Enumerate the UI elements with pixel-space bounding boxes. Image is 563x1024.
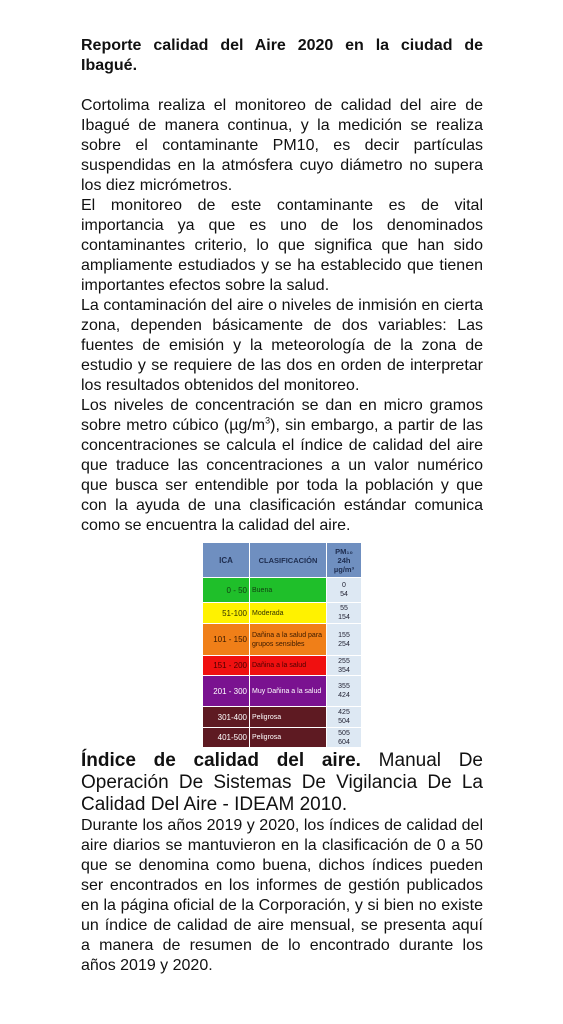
header-pm10-line3: µg/m³ [333, 564, 355, 574]
classification-cell: Moderada [250, 603, 327, 624]
paragraph-4 [81, 396, 483, 536]
pm10-low-value: 0 [342, 582, 346, 589]
table-row [203, 728, 362, 748]
intro-paragraph: Cortolima realiza el monitoreo de calidad del aire de Ibagué de manera continua, y la medición se realiza sobre el contaminante PM10, es decir partículas suspendidas en la atmósfera cuyo diámetro no supera los diez micrómetros. [81, 97, 483, 194]
pm10-high-value: 254 [338, 640, 350, 648]
superscript-3: 3 [265, 415, 271, 426]
pm10-low-value: 425 [338, 709, 350, 716]
classification-cell: Peligrosa [250, 707, 327, 728]
pm10-range-cell [327, 656, 362, 676]
classification-cell: Buena [250, 578, 327, 603]
pm10-low-value: 255 [338, 657, 350, 665]
pm10-range-cell [327, 578, 362, 603]
ica-range-cell: 101 - 150 [203, 624, 250, 656]
ica-range-cell: 51-100 [203, 603, 250, 624]
header-pm10 [327, 543, 362, 578]
ica-table-body [203, 578, 362, 748]
document-page [81, 36, 483, 976]
header-ica: ICA [203, 543, 250, 578]
pm10-high-value: 424 [338, 692, 350, 699]
table-row [203, 578, 362, 603]
table-row [203, 624, 362, 656]
classification-cell: Dañina a la salud [250, 656, 327, 676]
header-clasificacion: CLASIFICACIÓN [250, 543, 327, 578]
title-line-2: Ibagué. [81, 57, 138, 74]
pm10-high-value: 154 [338, 614, 350, 621]
document-title [81, 36, 483, 76]
pm10-range-cell [327, 707, 362, 728]
pm10-range-cell [327, 728, 362, 748]
paragraph-3: La contaminación del aire o niveles de inmisión en cierta zona, dependen básicamente de dos variables: Las fuentes de emisión y la meteorología de la zona de estudio y se requiere de las dos en orden de interpretar los resultados obtenidos del monitoreo. [81, 297, 483, 394]
classification-cell: Muy Dañina a la salud [250, 676, 327, 707]
pm10-low-value: 155 [338, 631, 350, 639]
paragraph-2: El monitoreo de este contaminante es de vital importancia ya que es uno de los denominados contaminantes criterio, lo que significa que han sido ampliamente estudiados y se ha establecido que tienen importantes efectos sobre la salud. [81, 197, 483, 294]
reference-rest-1: Manual De [360, 750, 483, 771]
table-row [203, 656, 362, 676]
title-line-1: Reporte calidad del Aire 2020 en la ciudad de [81, 37, 483, 54]
pm10-high-value: 604 [338, 738, 350, 746]
ica-range-cell: 0 - 50 [203, 578, 250, 603]
table-header-row [203, 543, 362, 578]
table-row [203, 707, 362, 728]
ica-range-cell: 151 - 200 [203, 656, 250, 676]
pm10-low-value: 355 [338, 683, 350, 690]
reference-line-2: Operación De Sistemas De Vigilancia De La [81, 772, 483, 793]
reference-line-3: Calidad Del Aire - IDEAM 2010. [81, 794, 348, 815]
pm10-high-value: 54 [340, 591, 348, 598]
classification-cell: Peligrosa [250, 728, 327, 748]
pm10-range-cell [327, 676, 362, 707]
pm10-range-cell [327, 624, 362, 656]
reference-line-1 [81, 750, 483, 772]
ica-range-cell: 201 - 300 [203, 676, 250, 707]
closing-paragraph: Durante los años 2019 y 2020, los índices de calidad del aire diarios se mantuvieron en la clasificación de 0 a 50 que se denomina como buena, dichos índices pueden ser encontrados en los informes de gestión publicados en la página oficial de la Corporación, y si bien no existe un índice de calidad de aire mensual, se presenta aquí a manera de resumen de lo encontrado durante los años 2019 y 2020. [81, 817, 483, 974]
ica-range-cell: 401-500 [203, 728, 250, 748]
pm10-high-value: 504 [338, 718, 350, 725]
paragraph-4-text-a: Los niveles de concentración se dan en micro gramos sobre metro cúbico (µg/m [81, 397, 483, 434]
pm10-range-cell [327, 603, 362, 624]
ica-classification-table [202, 542, 362, 748]
table-row [203, 676, 362, 707]
header-pm10-line2: 24h [337, 555, 351, 565]
pm10-high-value: 354 [338, 666, 350, 674]
pm10-low-value: 505 [338, 729, 350, 737]
reference-bold: Índice de calidad del aire. [81, 750, 361, 771]
pm10-low-value: 55 [340, 605, 348, 612]
table-row [203, 603, 362, 624]
reference-citation [81, 750, 483, 816]
classification-cell: Dañina a la salud para grupos sensibles [250, 624, 327, 656]
ica-range-cell: 301-400 [203, 707, 250, 728]
paragraph-4-text-b: ), sin embargo, a partir de las concentraciones se calcula el índice de calidad del aire que traduce las concentraciones a un valor numérico que busca ser entendible por toda la población y que con la ayuda de una clasificación estándar comunica como se encuentra la calidad del aire. [81, 417, 484, 534]
header-pm10-line1: PM₁₀ [335, 546, 353, 556]
